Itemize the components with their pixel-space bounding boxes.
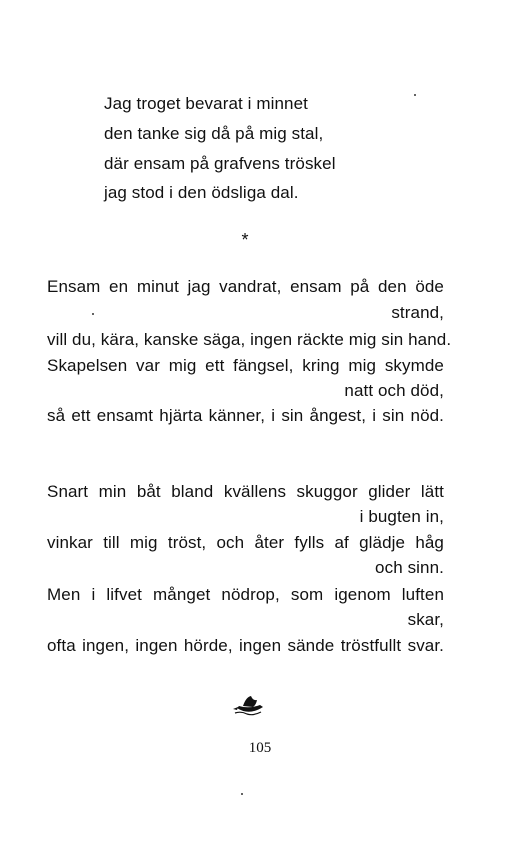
poem-line: Skapelsen var mig ett fängsel, kring mig skymde — [47, 356, 444, 375]
poem-line: där ensam på grafvens tröskel — [104, 154, 336, 173]
poem-line: Snart min båt bland kvällens skuggor glider lätt — [47, 482, 444, 501]
poem-line: vill du, kära, kanske säga, ingen räckte mig sin hand. — [47, 330, 452, 349]
poem-line: Jag troget bevarat i minnet — [104, 94, 308, 113]
poem-line: den tanke sig då på mig stal, — [104, 124, 324, 143]
poem-line: vinkar till mig tröst, och åter fylls af glädje håg — [47, 533, 444, 552]
boat-ornament-icon — [231, 695, 267, 717]
poem-line-continuation: i bugten in, — [359, 507, 444, 526]
poem-line: Men i lifvet månget nödrop, som igenom luften — [47, 585, 444, 604]
scan-speck — [92, 313, 94, 315]
poem-line-continuation: och sinn. — [375, 558, 444, 577]
scan-speck — [414, 94, 416, 96]
poem-line: så ett ensamt hjärta känner, i sin ångest, i sin nöd. — [47, 406, 444, 425]
poem-line-continuation: skar, — [407, 610, 444, 629]
asterisk-separator: * — [241, 230, 249, 250]
poem-line: jag stod i den ödsliga dal. — [104, 183, 299, 202]
poem-line: ofta ingen, ingen hörde, ingen sände tröstfullt svar. — [47, 636, 444, 655]
poem-line-continuation: strand, — [391, 303, 444, 322]
page-number: 105 — [248, 740, 272, 756]
poem-line: Ensam en minut jag vandrat, ensam på den öde — [47, 277, 444, 296]
scan-speck — [241, 793, 243, 795]
poem-line-continuation: natt och död, — [344, 381, 444, 400]
